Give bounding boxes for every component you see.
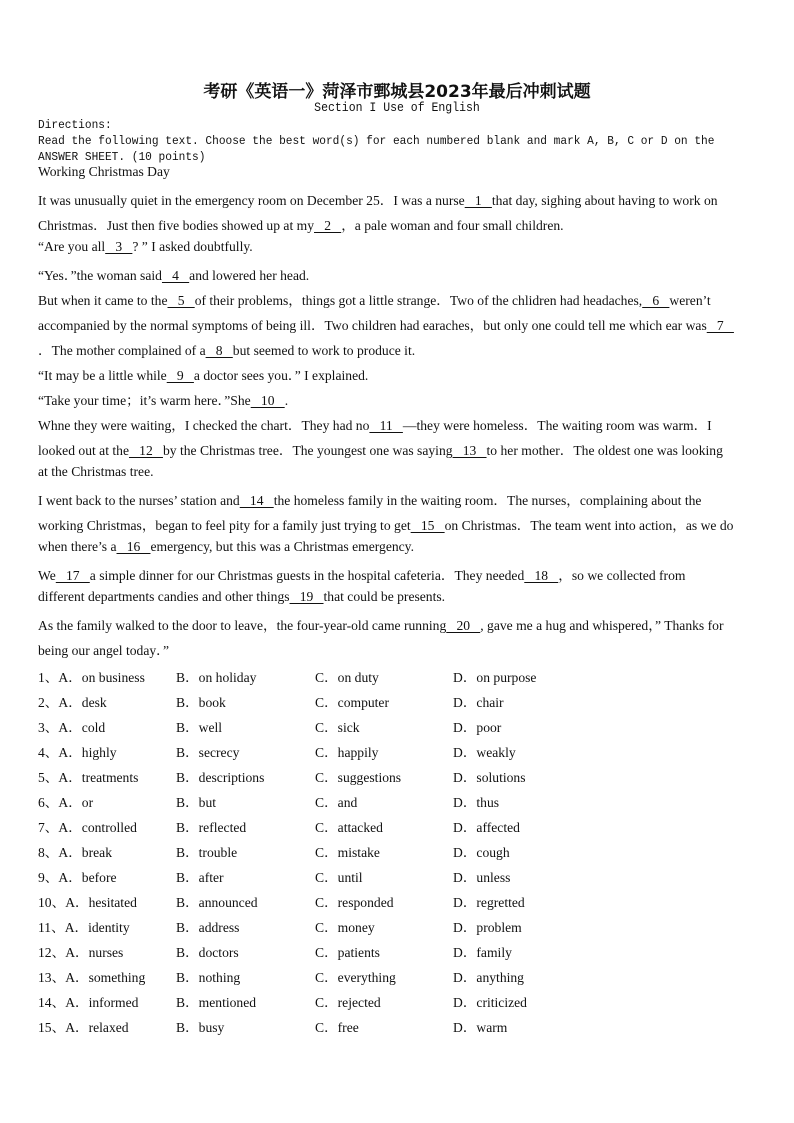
passage-text: We — [38, 568, 56, 583]
directions-label: Directions: — [38, 118, 112, 132]
passage-line — [38, 214, 564, 234]
question-number: 9、 — [38, 870, 59, 885]
option-c[interactable]: C．suggestions — [315, 770, 402, 785]
question-number: 15、 — [38, 1020, 66, 1035]
passage-line — [38, 239, 253, 255]
question-number: 14、 — [38, 995, 66, 1010]
option-a[interactable]: A．before — [58, 870, 117, 885]
passage-text: the homeless family in the waiting room．The nurses，complaining about the — [273, 493, 702, 508]
passage-line — [38, 314, 734, 334]
passage-line — [38, 464, 154, 480]
numbered-blank: 13 — [452, 443, 487, 458]
passage-text: “Are you all — [38, 239, 106, 254]
option-d[interactable]: D．anything — [453, 970, 524, 985]
question-row — [38, 816, 758, 836]
question-number: 1、 — [38, 670, 59, 685]
option-b[interactable]: B．but — [176, 795, 217, 810]
option-c[interactable]: C．attacked — [315, 820, 383, 835]
option-c[interactable]: C．and — [315, 795, 358, 810]
option-b[interactable]: B．well — [176, 720, 223, 735]
option-a[interactable]: A．controlled — [58, 820, 137, 835]
question-row — [38, 791, 758, 811]
numbered-blank: 17 — [55, 568, 90, 583]
option-c[interactable]: C．happily — [315, 745, 379, 760]
option-a[interactable]: A．cold — [58, 720, 106, 735]
option-d[interactable]: D．criticized — [453, 995, 527, 1010]
passage-line — [38, 389, 288, 409]
question-row — [38, 691, 758, 711]
question-row — [38, 916, 758, 936]
option-b[interactable]: B．trouble — [176, 845, 238, 860]
numbered-blank: 19 — [289, 589, 324, 604]
passage-line — [38, 439, 723, 459]
option-c[interactable]: C．on duty — [315, 670, 379, 685]
option-c[interactable]: C．computer — [315, 695, 389, 710]
option-c[interactable]: C．sick — [315, 720, 360, 735]
passage-text: being our angel today．” — [38, 643, 169, 658]
passage-text: “Yes．”the woman said — [38, 268, 162, 283]
option-d[interactable]: D．problem — [453, 920, 522, 935]
passage-text: As the family walked to the door to leave，the four-year-old came running — [38, 618, 447, 633]
option-b[interactable]: B．busy — [176, 1020, 225, 1035]
question-number-and-option-a — [38, 941, 123, 961]
passage-line — [38, 539, 414, 555]
question-row — [38, 716, 758, 736]
option-d[interactable]: D．warm — [453, 1020, 508, 1035]
option-c[interactable]: C．mistake — [315, 845, 380, 860]
option-d[interactable]: D．chair — [453, 695, 504, 710]
passage-text: It was unusually quiet in the emergency room on December 25．I was a nurse — [38, 193, 465, 208]
option-b[interactable]: B．book — [176, 695, 226, 710]
passage-text: “It may be a little while — [38, 368, 167, 383]
question-number-and-option-a — [38, 891, 137, 911]
numbered-blank: 10 — [250, 393, 285, 408]
question-number: 13、 — [38, 970, 66, 985]
passage-text: emergency, but this was a Christmas emergency. — [150, 539, 414, 554]
numbered-blank: 15 — [410, 518, 445, 533]
numbered-blank: 7 — [706, 318, 734, 333]
question-number-and-option-a — [38, 1016, 129, 1036]
passage-text: ? ” I asked doubtfully. — [132, 239, 253, 254]
passage-text: But when it came to the — [38, 293, 168, 308]
passage-text: a simple dinner for our Christmas guests in the hospital cafeteria．They needed — [89, 568, 525, 583]
passage-text: Whne they were waiting，I checked the chart．They had no — [38, 418, 370, 433]
passage-line — [38, 289, 711, 309]
passage-line — [38, 589, 445, 605]
question-row — [38, 991, 758, 1011]
question-row — [38, 966, 758, 986]
option-b[interactable]: B．announced — [176, 895, 258, 910]
option-a[interactable]: A．on business — [58, 670, 145, 685]
passage-text: and lowered her head. — [189, 268, 310, 283]
question-number-and-option-a — [38, 716, 105, 736]
passage-text: to her mother．The oldest one was looking — [486, 443, 723, 458]
question-number: 11、 — [38, 920, 65, 935]
passage-line — [38, 489, 701, 509]
option-c[interactable]: C．free — [315, 1020, 359, 1035]
passage-text: I went back to the nurses’ station and — [38, 493, 240, 508]
question-number-and-option-a — [38, 916, 130, 936]
numbered-blank: 11 — [369, 418, 403, 433]
question-number-and-option-a — [38, 966, 145, 986]
option-d[interactable]: D．regretted — [453, 895, 525, 910]
option-d[interactable]: D．solutions — [453, 770, 526, 785]
option-d[interactable]: D．cough — [453, 845, 510, 860]
question-number: 2、 — [38, 695, 59, 710]
question-number: 8、 — [38, 845, 59, 860]
option-a[interactable]: A．break — [58, 845, 112, 860]
option-a[interactable]: A．hesitated — [65, 895, 137, 910]
passage-line — [38, 564, 685, 584]
option-b[interactable]: B．doctors — [176, 945, 239, 960]
question-number: 5、 — [38, 770, 59, 785]
question-number-and-option-a — [38, 741, 117, 761]
numbered-blank: 6 — [642, 293, 670, 308]
question-number: 4、 — [38, 745, 59, 760]
option-b[interactable]: B．nothing — [176, 970, 241, 985]
option-d[interactable]: D．unless — [453, 870, 511, 885]
question-number-and-option-a — [38, 766, 138, 786]
passage-line — [38, 514, 733, 534]
numbered-blank: 2 — [314, 218, 342, 233]
question-number-and-option-a — [38, 791, 93, 811]
passage-text: but seemed to work to produce it. — [232, 343, 416, 358]
section-heading: Section I Use of English — [314, 101, 480, 115]
passage-text: by the Christmas tree．The youngest one was saying — [162, 443, 453, 458]
numbered-blank: 1 — [464, 193, 492, 208]
question-number-and-option-a — [38, 841, 112, 861]
option-d[interactable]: D．thus — [453, 795, 500, 810]
option-a[interactable]: A．identity — [64, 920, 130, 935]
option-d[interactable]: D．affected — [453, 820, 520, 835]
option-a[interactable]: A．something — [65, 970, 146, 985]
passage-text: ，so we collected from — [558, 568, 686, 583]
question-number-and-option-a — [38, 816, 137, 836]
numbered-blank: 4 — [161, 268, 190, 283]
option-c[interactable]: C．until — [315, 870, 363, 885]
question-row — [38, 941, 758, 961]
passage-text: —they were homeless．The waiting room was warm．I — [402, 418, 712, 433]
passage-text: weren’t — [669, 293, 711, 308]
option-c[interactable]: C．money — [315, 920, 375, 935]
passage-line — [38, 339, 415, 359]
question-row — [38, 1016, 758, 1036]
option-a[interactable]: A．relaxed — [65, 1020, 129, 1035]
question-number-and-option-a — [38, 666, 145, 686]
passage-text: when there’s a — [38, 539, 117, 554]
option-d[interactable]: D．on purpose — [453, 670, 537, 685]
passage-text: “Take your time；it’s warm here．”She — [38, 393, 251, 408]
passage-line — [38, 614, 723, 634]
question-number-and-option-a — [38, 866, 117, 886]
option-a[interactable]: A．informed — [65, 995, 139, 1010]
numbered-blank: 3 — [105, 239, 133, 254]
question-number: 10、 — [38, 895, 66, 910]
option-c[interactable]: C．responded — [315, 895, 394, 910]
question-row — [38, 866, 758, 886]
question-row — [38, 891, 758, 911]
question-number-and-option-a — [38, 691, 107, 711]
numbered-blank: 16 — [116, 539, 151, 554]
option-d[interactable]: D．poor — [453, 720, 502, 735]
numbered-blank: 14 — [239, 493, 274, 508]
passage-line — [38, 414, 712, 434]
option-a[interactable]: A．nurses — [65, 945, 124, 960]
passage-text: looked out at the — [38, 443, 129, 458]
passage-text: ．The mother complained of a — [38, 343, 206, 358]
option-b[interactable]: B．after — [176, 870, 224, 885]
passage-line — [38, 364, 368, 384]
passage-text: accompanied by the normal symptoms of being ill．Two children had earaches，but only one could tell me which ear was — [38, 318, 707, 333]
option-b[interactable]: B．mentioned — [176, 995, 257, 1010]
passage-text: of their problems，things got a little strange．Two of the chlidren had headaches, — [194, 293, 643, 308]
passage-text: . — [284, 393, 289, 408]
passage-title: Working Christmas Day — [38, 164, 170, 179]
option-d[interactable]: D．weakly — [453, 745, 516, 760]
option-d[interactable]: D．family — [453, 945, 512, 960]
passage-text: on Christmas．The team went into action，as we do — [444, 518, 734, 533]
option-c[interactable]: C．everything — [315, 970, 396, 985]
passage-text: that day, sighing about having to work on — [491, 193, 718, 208]
question-number: 3、 — [38, 720, 59, 735]
passage-text: different departments candies and other things — [38, 589, 290, 604]
option-b[interactable]: B．on holiday — [176, 670, 257, 685]
option-c[interactable]: C．rejected — [315, 995, 381, 1010]
passage-text: Christmas．Just then five bodies showed up at my — [38, 218, 315, 233]
directions-text-line-2: ANSWER SHEET. (10 points) — [38, 150, 206, 164]
option-b[interactable]: B．reflected — [176, 820, 247, 835]
question-number: 6、 — [38, 795, 59, 810]
numbered-blank: 8 — [205, 343, 233, 358]
passage-text: working Christmas，began to feel pity for a family just trying to get — [38, 518, 411, 533]
directions-text-line-1: Read the following text. Choose the best word(s) for each numbered blank and mark A, B, C or D on the — [38, 134, 715, 148]
option-a[interactable]: A．or — [58, 795, 94, 810]
numbered-blank: 20 — [446, 618, 481, 633]
option-b[interactable]: B．address — [176, 920, 240, 935]
passage-text: ，a pale woman and four small children. — [341, 218, 564, 233]
numbered-blank: 18 — [524, 568, 559, 583]
option-b[interactable]: B．secrecy — [176, 745, 240, 760]
option-b[interactable]: B．descriptions — [176, 770, 265, 785]
question-number-and-option-a — [38, 991, 138, 1011]
question-number: 12、 — [38, 945, 66, 960]
option-a[interactable]: A．treatments — [58, 770, 139, 785]
question-row — [38, 741, 758, 761]
passage-text: that could be presents. — [323, 589, 446, 604]
option-a[interactable]: A．highly — [58, 745, 117, 760]
passage-text: a doctor sees you．” I explained. — [193, 368, 369, 383]
numbered-blank: 9 — [166, 368, 194, 383]
passage-text: , gave me a hug and whispered，” Thanks for — [480, 618, 724, 633]
numbered-blank: 5 — [167, 293, 195, 308]
option-a[interactable]: A．desk — [58, 695, 107, 710]
passage-line — [38, 189, 718, 209]
page-title: 考研《英语一》菏泽市鄄城县2023年最后冲刺试题 — [203, 82, 591, 102]
question-number: 7、 — [38, 820, 59, 835]
passage-text: at the Christmas tree. — [38, 464, 154, 479]
question-row — [38, 766, 758, 786]
question-row — [38, 666, 758, 686]
passage-line — [38, 639, 169, 659]
option-c[interactable]: C．patients — [315, 945, 380, 960]
passage-line — [38, 264, 309, 284]
numbered-blank: 12 — [128, 443, 163, 458]
question-row — [38, 841, 758, 861]
